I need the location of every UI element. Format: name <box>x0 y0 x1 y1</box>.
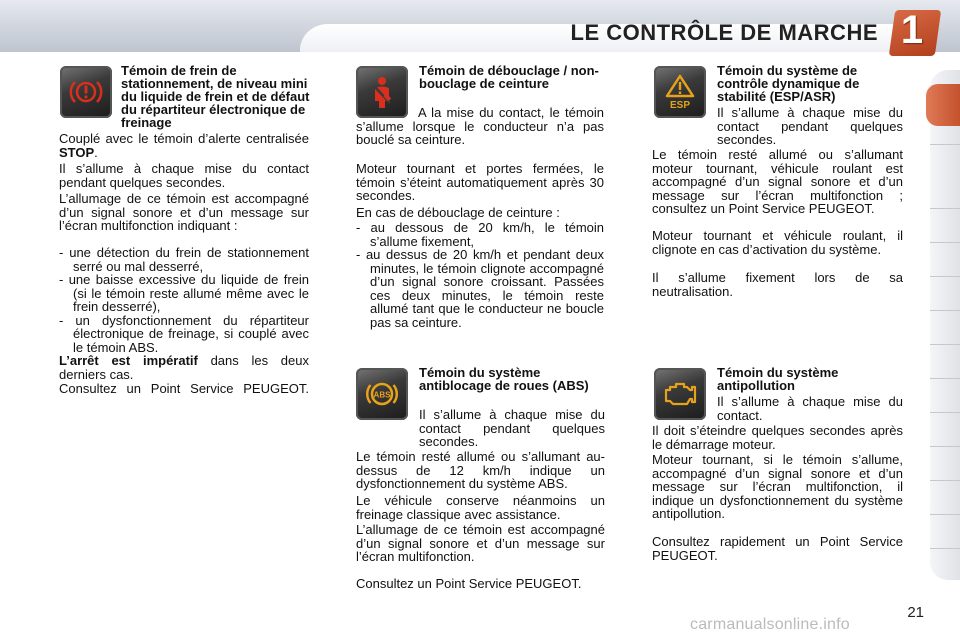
brake-warning-intro <box>59 132 309 159</box>
abs-p5: Consultez un Point Service PEUGEOT. <box>356 576 582 591</box>
tab-divider <box>930 412 960 413</box>
antipollution-heading: Témoin du système antipollution <box>717 365 839 393</box>
seatbelt-p2: Moteur tournant et portes fermées, le témoin s’éteint automatiquement après 30 secondes. <box>356 161 604 203</box>
abs-p3: Le véhicule conserve néanmoins un freinage classique avec assistance. <box>356 493 605 522</box>
page-header <box>0 0 960 60</box>
brake-warning-p2: Il s’allume à chaque mise du contact pendant quelques secondes. <box>59 161 309 190</box>
brake-warning-list <box>59 246 309 354</box>
tab-divider <box>930 548 960 549</box>
tab-divider <box>930 344 960 345</box>
tab-divider <box>930 208 960 209</box>
abs-p2: Le témoin resté allumé ou s’allumant au-dessus de 12 km/h indique un dysfonctionnement du système ABS. <box>356 449 605 491</box>
brake-warning-intro-end: . <box>94 144 98 160</box>
brake-warning-icon <box>60 66 112 118</box>
antipollution-p3: Moteur tournant, si le témoin s’allume, accompagné d’un signal sonore et d’un message sur l’écran multifonction, il indique un dysfonctionnement du système antipollution. <box>652 452 903 521</box>
tab-divider <box>930 276 960 277</box>
brake-warning-p4 <box>59 354 309 381</box>
antipollution-p2: Il doit s’éteindre quelques secondes après le démarrage moteur. <box>652 423 903 452</box>
stop-label: STOP <box>59 144 95 160</box>
tab-divider <box>930 514 960 515</box>
brake-warning-p3: L’allumage de ce témoin est accompagné d’un signal sonore et d’un message sur l’écran multifonction indiquant : <box>59 191 309 233</box>
tab-divider <box>930 480 960 481</box>
tab-active-chapter-1[interactable] <box>926 84 960 126</box>
esp-icon-label: ESP <box>669 100 691 111</box>
list-item: - un dysfonctionnement du répartiteur électronique de freinage, si couplé avec le témoin ABS. <box>59 314 309 355</box>
tab-divider <box>930 310 960 311</box>
abs-heading: Témoin du système antiblocage de roues (ABS) <box>419 365 589 393</box>
list-item: - une détection du frein de stationnement serré ou mal desserré, <box>59 246 309 273</box>
abs-p4: L’allumage de ce témoin est accompagné d’un signal sonore et d’un message sur l’écran multifonction. <box>356 522 605 564</box>
brake-warning-p5: Consultez un Point Service PEUGEOT. <box>59 381 309 396</box>
list-item: - une baisse excessive du liquide de frein (si le témoin reste allumé même avec le frein desserré), <box>59 273 309 314</box>
esp-p2: Le témoin resté allumé ou s’allumant moteur tournant, véhicule roulant est accompagné d’un signal sonore et d’un message sur l’écran multifonction ; consultez un Point Service PEUGEOT. <box>652 147 903 216</box>
brake-warning-intro-text: Couplé avec le témoin d’alerte centralisée <box>59 131 309 146</box>
tab-divider <box>930 242 960 243</box>
list-item: - au dessus de 20 km/h et pendant deux minutes, le témoin clignote accompagné d’un signal sonore croissant. Passées ces deux minutes, le témoin reste allumé tant que le conducteur ne boucle pas sa ceinture. <box>356 248 604 329</box>
watermark: carmanualsonline.info <box>690 616 850 633</box>
chapter-tabs <box>930 70 960 580</box>
page-title: LE CONTRÔLE DE MARCHE <box>570 20 878 45</box>
abs-p1: Il s’allume à chaque mise du contact pendant quelques secondes. <box>419 407 605 449</box>
esp-p1: Il s’allume à chaque mise du contact pendant quelques secondes. <box>717 105 903 147</box>
list-item: - au dessous de 20 km/h, le témoin s’allume fixement, <box>356 221 604 248</box>
esp-p4: Il s’allume fixement lors de sa neutralisation. <box>652 270 903 299</box>
esp-heading: Témoin du système de contrôle dynamique de stabilité (ESP/ASR) <box>717 63 860 104</box>
abs-icon-label: ABS <box>373 390 391 400</box>
antipollution-p1: Il s’allume à chaque mise du contact. <box>717 394 903 423</box>
imperative-stop-label: L’arrêt est impératif <box>59 353 198 368</box>
page-number: 21 <box>907 604 924 621</box>
brake-warning-p4-text: dans les deux derniers cas. <box>59 353 309 382</box>
engine-icon <box>654 368 706 420</box>
seatbelt-list <box>356 221 604 329</box>
esp-icon <box>654 66 706 118</box>
abs-icon <box>356 368 408 420</box>
seatbelt-p1: A la mise du contact, le témoin s’allume lorsque le conducteur n’a pas bouclé sa ceinture. <box>356 105 604 147</box>
brake-warning-heading: Témoin de frein de stationnement, de niveau mini du liquide de frein et de défaut du répartiteur électronique de freinage <box>121 63 310 130</box>
esp-p3: Moteur tournant et véhicule roulant, il clignote en cas d’activation du système. <box>652 228 903 257</box>
tab-divider <box>930 446 960 447</box>
seatbelt-p3: En cas de débouclage de ceinture : <box>356 205 560 220</box>
tab-divider <box>930 144 960 145</box>
chapter-number: 1 <box>900 8 924 52</box>
tab-divider <box>930 378 960 379</box>
seatbelt-heading: Témoin de débouclage / non-bouclage de ceinture <box>419 63 599 91</box>
antipollution-p4: Consultez rapidement un Point Service PEUGEOT. <box>652 534 903 563</box>
